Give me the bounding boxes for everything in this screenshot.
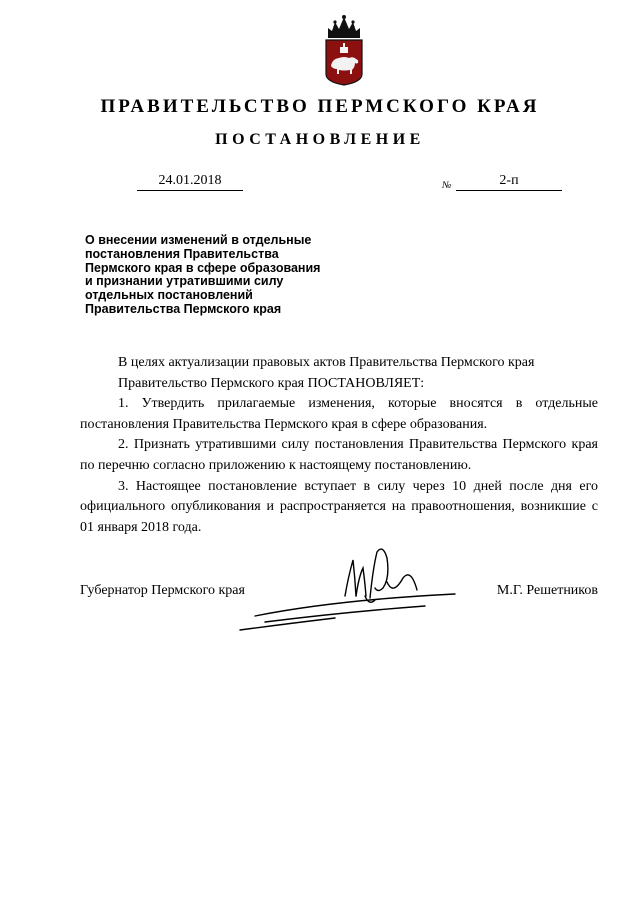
signatory-name: М.Г. Решетников bbox=[496, 583, 598, 598]
document-type: ПОСТАНОВЛЕНИЕ bbox=[215, 131, 425, 148]
subject-line: и признании утратившими силу bbox=[85, 274, 284, 289]
body-item-2: 2. Признать утратившими силу постановления Правительства Пермского края по перечню согласно приложению к настоящему постановлению. bbox=[80, 437, 598, 473]
subject-line: Правительства Пермского края bbox=[85, 301, 282, 316]
number-sign: № bbox=[442, 180, 452, 191]
subject-line: О внесении изменений в отдельные bbox=[85, 233, 312, 247]
preamble-line: Правительство Пермского края ПОСТАНОВЛЯЕТ: bbox=[118, 375, 425, 391]
preamble-line: В целях актуализации правовых актов Правительства Пермского края bbox=[118, 355, 535, 370]
document-body bbox=[80, 353, 598, 538]
subject-line: Пермского края в сфере образования bbox=[85, 260, 321, 275]
body-item-3: 3. Настоящее постановление вступает в силу через 10 дней после дня его официального опубликования и распространяется на правоотношения, возникшие с 01 января 2018 года. bbox=[80, 478, 598, 535]
signatory-position: Губернатор Пермского края bbox=[80, 583, 245, 598]
document-number: 2-п bbox=[456, 172, 562, 191]
subject-line: отдельных постановлений bbox=[85, 288, 253, 303]
body-item-1: 1. Утвердить прилагаемые изменения, которые вносятся в отдельные постановления Правительства Пермского края в сфере образования. bbox=[80, 396, 598, 432]
government-title: ПРАВИТЕЛЬСТВО ПЕРМСКОГО КРАЯ bbox=[100, 96, 540, 117]
document-date: 24.01.2018 bbox=[137, 172, 243, 191]
subject-line: постановления Правительства bbox=[85, 246, 279, 261]
coat-of-arms-icon bbox=[322, 14, 366, 86]
handwritten-signature-icon bbox=[225, 538, 485, 638]
document-subject bbox=[85, 234, 355, 317]
